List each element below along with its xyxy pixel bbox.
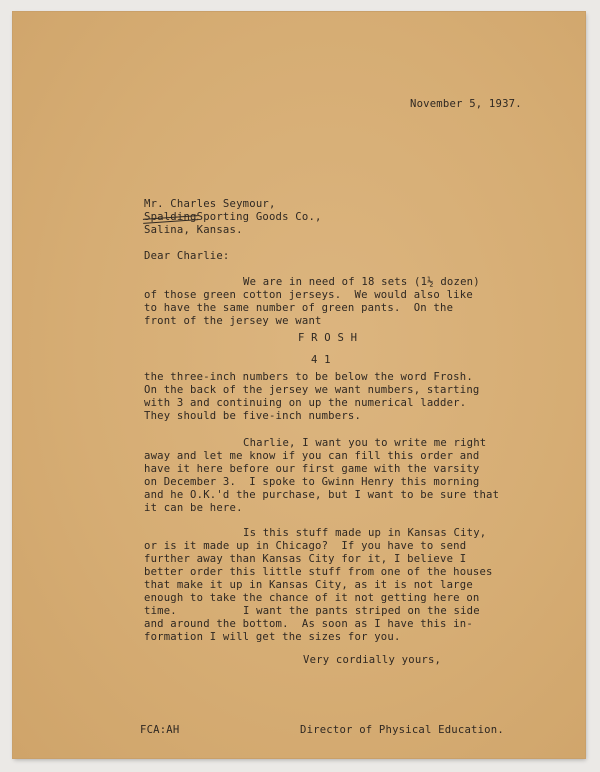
struck-word: Spalding [144, 211, 197, 223]
paragraph-4-line: further away than Kansas City for it, I believe I [144, 553, 467, 565]
paragraph-2-line: On the back of the jersey we want numbers, starting [144, 384, 480, 396]
paragraph-2-line: the three-inch numbers to be below the word Frosh. [144, 371, 473, 383]
paragraph-3-line: Charlie, I want you to write me right [243, 437, 487, 449]
paragraph-2-line: They should be five-inch numbers. [144, 410, 362, 422]
letter-date: November 5, 1937. [410, 98, 522, 110]
letter-page [13, 12, 585, 758]
paragraph-3-line: on December 3. I spoke to Gwinn Henry this morning [144, 476, 480, 488]
typist-initials: FCA:AH [140, 724, 180, 736]
paragraph-3-line: and he O.K.'d the purchase, but I want to be sure that [144, 489, 500, 501]
paragraph-4-line: time. [144, 605, 177, 617]
recipient-city: Salina, Kansas. [144, 224, 243, 236]
paragraph-1-line: front of the jersey we want [144, 315, 322, 327]
paragraph-4-line: better order this little stuff from one of the houses [144, 566, 493, 578]
paragraph-3-line: it can be here. [144, 502, 243, 514]
paragraph-3-line: away and let me know if you can fill this order and [144, 450, 480, 462]
paragraph-5-line: formation I will get the sizes for you. [144, 631, 401, 643]
closing: Very cordially yours, [303, 654, 442, 666]
salutation: Dear Charlie: [144, 250, 230, 262]
recipient-name: Mr. Charles Seymour, [144, 198, 276, 210]
paragraph-3-line: have it here before our first game with the varsity [144, 463, 480, 475]
jersey-number: 4 1 [311, 354, 331, 366]
recipient-company [144, 211, 322, 224]
paragraph-4-line: Is this stuff made up in Kansas City, [243, 527, 487, 539]
paragraph-4-line: enough to take the chance of it not getting here on [144, 592, 480, 604]
paragraph-4-line: or is it made up in Chicago? If you have to send [144, 540, 467, 552]
paragraph-1-line: of those green cotton jerseys. We would also like [144, 289, 473, 301]
company-name: Sporting Goods Co., [196, 211, 322, 223]
signature-title: Director of Physical Education. [300, 724, 504, 736]
paragraph-1-line: to have the same number of green pants. On the [144, 302, 454, 314]
paragraph-5-line: I want the pants striped on the side [243, 605, 480, 617]
paragraph-4-line: that make it up in Kansas City, as it is not large [144, 579, 473, 591]
paragraph-5-line: and around the bottom. As soon as I have this in- [144, 618, 473, 630]
paragraph-2-line: with 3 and continuing on up the numerical ladder. [144, 397, 467, 409]
frosh-heading: F R O S H [298, 332, 358, 344]
paragraph-1-line: We are in need of 18 sets (1½ dozen) [243, 276, 480, 288]
